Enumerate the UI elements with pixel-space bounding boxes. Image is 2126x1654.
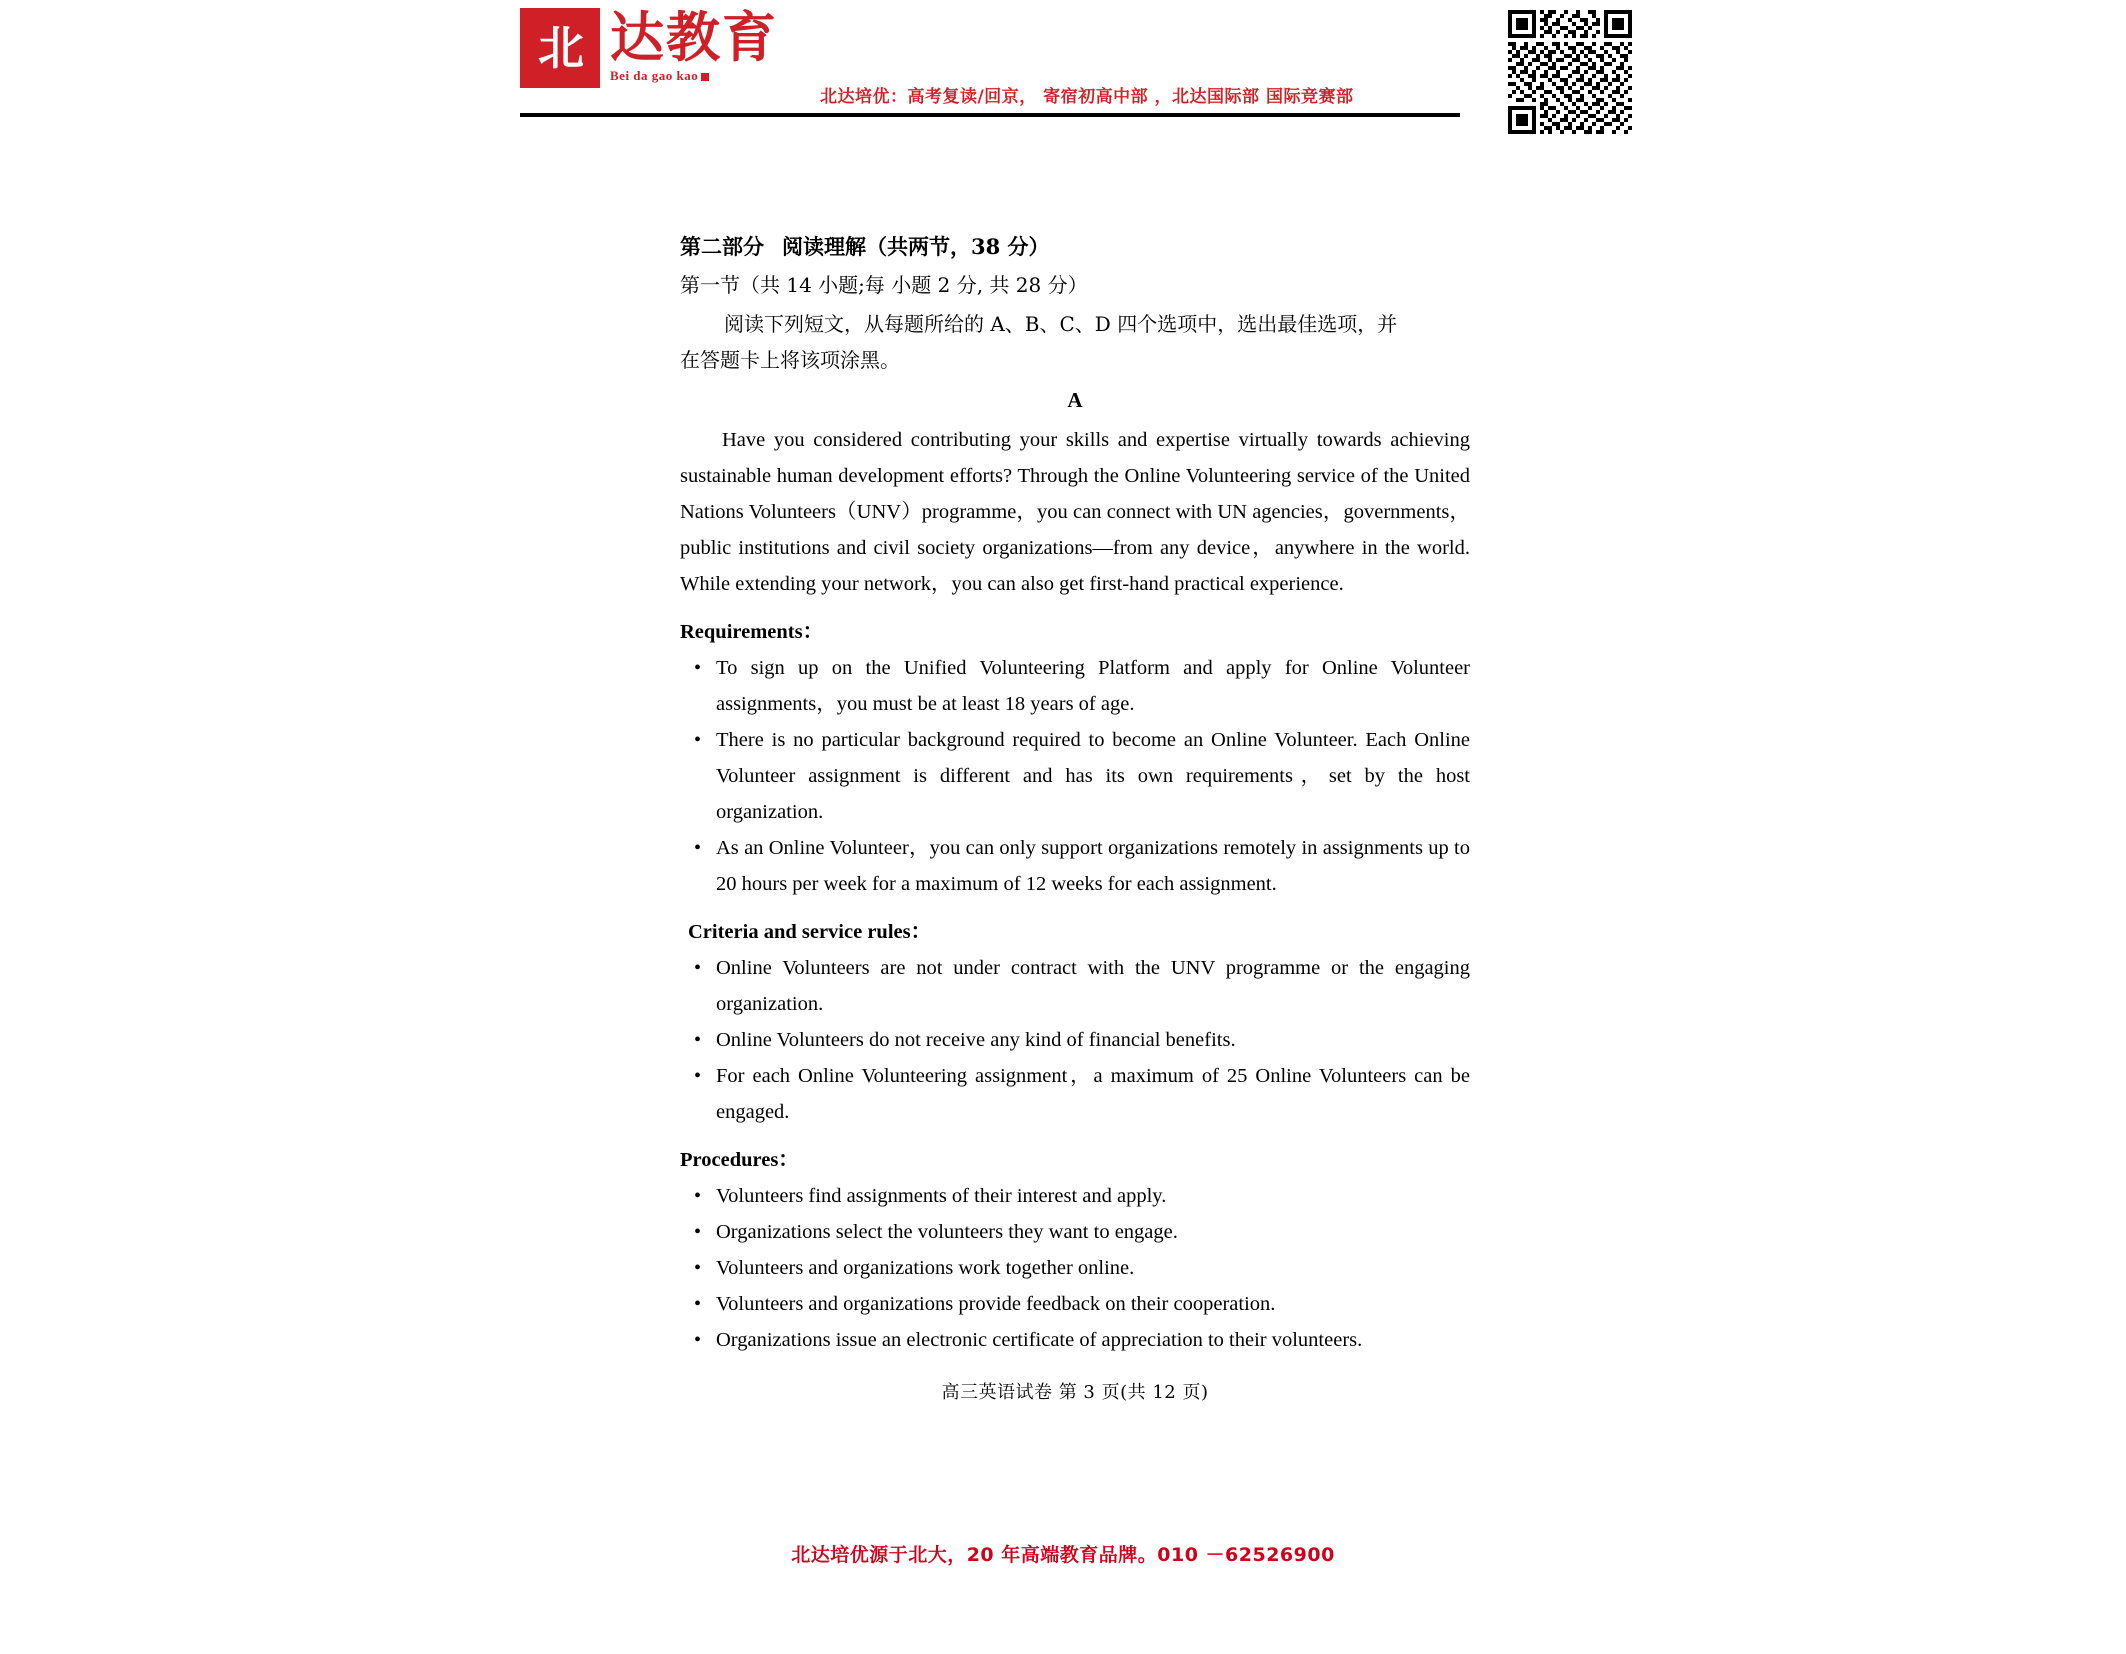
exam-paper-body bbox=[680, 228, 1470, 1404]
part-title: 第二部分 bbox=[680, 234, 764, 259]
logo-text bbox=[610, 5, 778, 84]
requirements-list bbox=[680, 650, 1470, 902]
requirements-heading: Requirements： bbox=[680, 621, 824, 643]
brand-logo bbox=[520, 5, 778, 88]
bottom-promo-bar: 北达培优源于北大，20 年高端教育品牌。010 －62526900 bbox=[791, 1544, 1335, 1566]
logo-pinyin bbox=[610, 68, 778, 84]
list-item: • Online Volunteers do not receive any kind of financial benefits. bbox=[680, 1022, 1470, 1058]
section-one-title: 第一节（共 14 小题;每 小题 2 分, 共 28 分） bbox=[680, 273, 1088, 297]
part-title-sub: 阅读理解（共两节，38 分） bbox=[782, 234, 1050, 259]
list-item: • To sign up on the Unified Volunteering Platform and apply for Online Volunteer assignments，you must be at least 18 years of age. bbox=[680, 650, 1470, 722]
logo-pinyin-text: Bei da gao kao bbox=[610, 68, 699, 83]
page-footer: 高三英语试卷 第 3 页(共 12 页) bbox=[941, 1382, 1209, 1403]
header-tagline: 北达培优：高考复读/回京， 寄宿初高中部 ，北达国际部 国际竞赛部 bbox=[820, 87, 1354, 107]
procedures-heading: Procedures： bbox=[680, 1149, 799, 1171]
list-item: • Online Volunteers are not under contract with the UNV programme or the engaging organization. bbox=[680, 950, 1470, 1022]
part-title-row bbox=[680, 228, 1470, 266]
list-item: • There is no particular background required to become an Online Volunteer. Each Online Volunteer assignment is different and has its own requirements，set by the host organization. bbox=[680, 722, 1470, 830]
criteria-heading: Criteria and service rules： bbox=[688, 921, 932, 943]
procedures-list bbox=[680, 1178, 1470, 1358]
logo-seal-icon: 北 bbox=[520, 8, 600, 88]
qr-code-icon bbox=[1508, 10, 1632, 134]
list-item: • As an Online Volunteer，you can only support organizations remotely in assignments up to 20 hours per week for a maximum of 12 weeks for each assignment. bbox=[680, 830, 1470, 902]
logo-chinese-name: 达教育 bbox=[610, 5, 778, 69]
passage-label: A bbox=[1067, 388, 1083, 412]
list-item: • Volunteers find assignments of their interest and apply. bbox=[680, 1178, 1470, 1214]
header-divider bbox=[520, 113, 1460, 117]
list-item: • Organizations select the volunteers they want to engage. bbox=[680, 1214, 1470, 1250]
list-item: • Volunteers and organizations provide feedback on their cooperation. bbox=[680, 1286, 1470, 1322]
criteria-list bbox=[680, 950, 1470, 1130]
instruction-line-2: 在答题卡上将该项涂黑。 bbox=[680, 348, 900, 372]
list-item: • Organizations issue an electronic certificate of appreciation to their volunteers. bbox=[680, 1322, 1470, 1358]
instruction-line-1: 阅读下列短文，从每题所给的 A、B、C、D 四个选项中，选出最佳选项，并 bbox=[724, 312, 1398, 336]
list-item: • Volunteers and organizations work together online. bbox=[680, 1250, 1470, 1286]
list-item: • For each Online Volunteering assignment，a maximum of 25 Online Volunteers can be engaged. bbox=[680, 1058, 1470, 1130]
passage-paragraph: Have you considered contributing your skills and expertise virtually towards achieving sustainable human development efforts? Through the Online Volunteering service of the United Nations Volunteers（UNV）programme，you can connect with UN agencies，governments，public institutions and civil society organizations—from any device，anywhere in the world. While extending your network，you can also get first-hand practical experience. bbox=[680, 429, 1470, 595]
page-header bbox=[0, 0, 2126, 132]
logo-square-icon bbox=[701, 73, 709, 81]
